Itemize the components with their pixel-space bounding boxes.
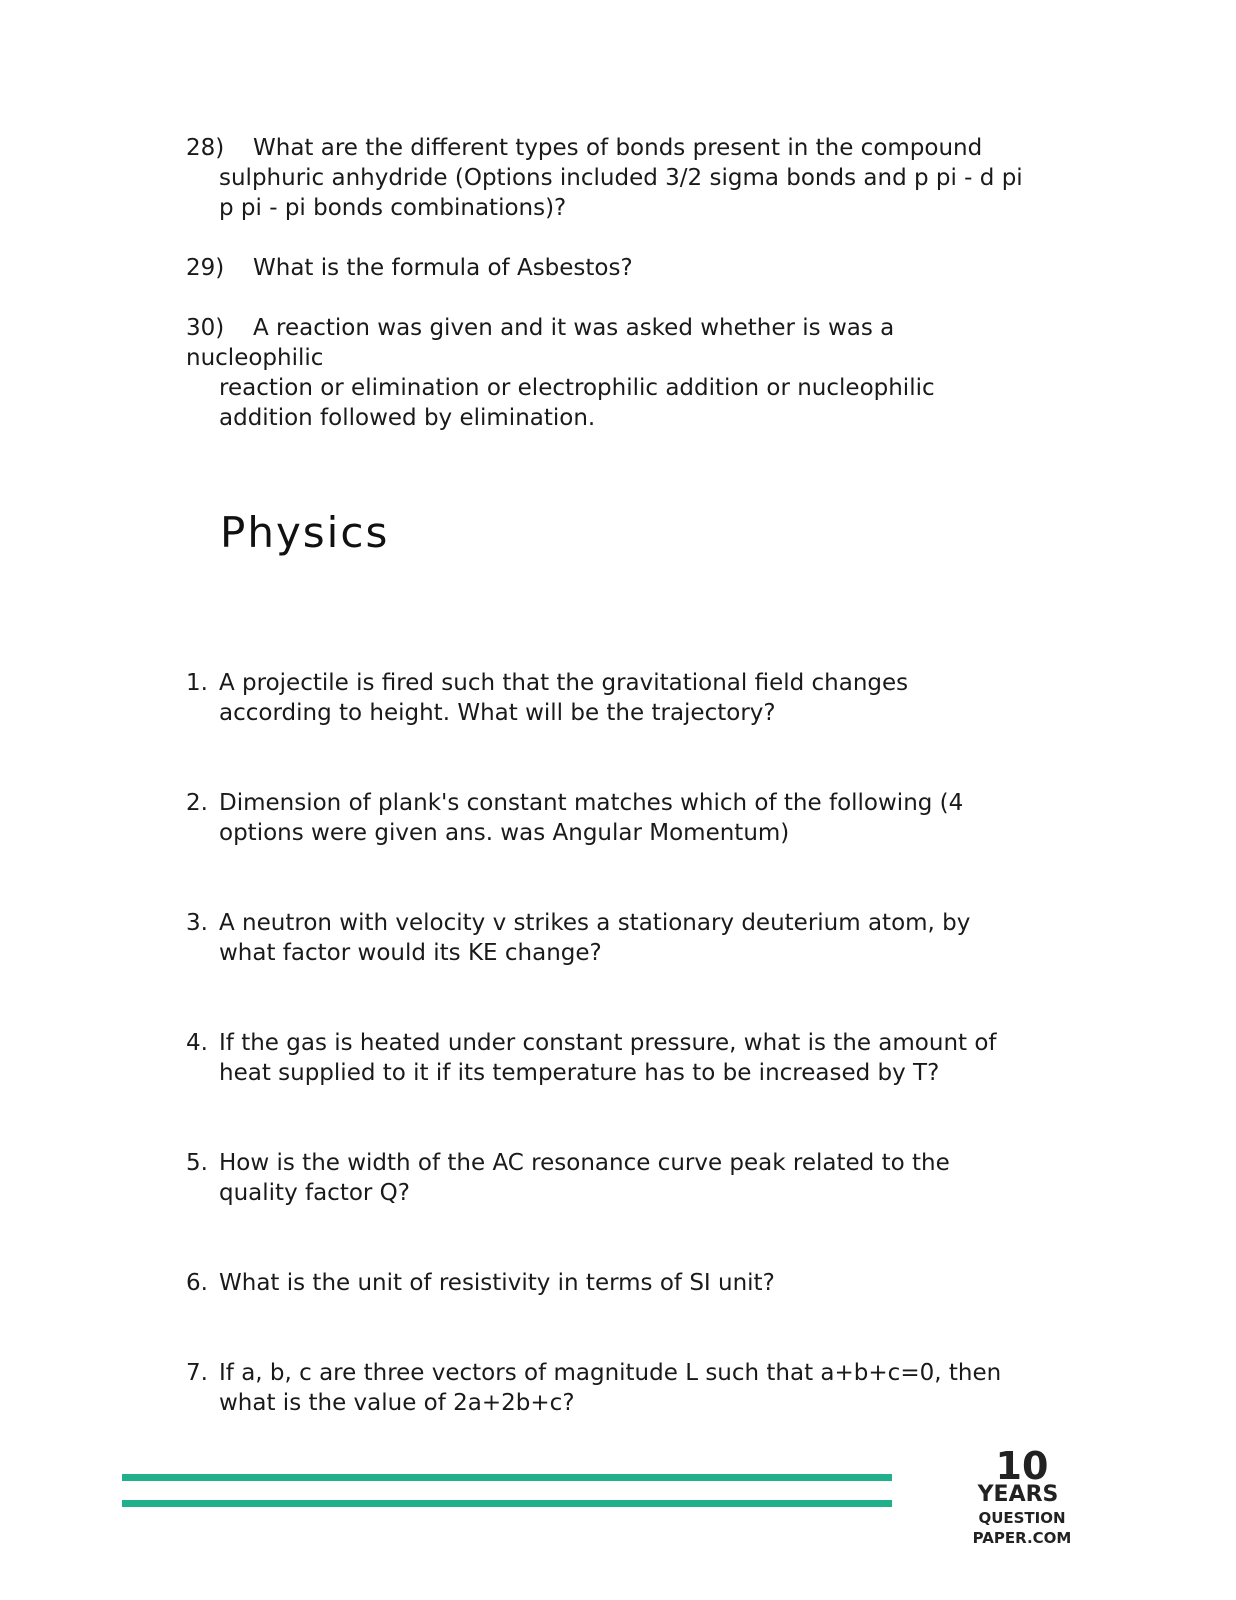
footer-divider-top [122,1474,892,1481]
question-text-rest: sulphuric anhydride (Options included 3/2 sigma bonds and p pi - d pi p pi - pi bonds combinations)? [219,165,1023,221]
question-number: 5. [186,1150,208,1176]
physics-question-3 [186,908,1026,968]
physics-question-2 [186,788,1026,848]
question-number: 4. [186,1030,208,1056]
physics-question-6 [186,1268,1026,1298]
physics-question-4 [186,1028,1026,1088]
question-number: 3. [186,910,208,936]
logo-word: YEARS [977,1482,1059,1507]
question-text: How is the width of the AC resonance curve peak related to the quality factor Q? [219,1150,950,1206]
question-text: If a, b, c are three vectors of magnitude L such that a+b+c=0, then what is the value of 2a+2b+c? [219,1360,1002,1416]
question-28 [186,133,1026,223]
question-text-line1: What is the formula of Asbestos? [253,255,633,281]
footer-divider-bottom [122,1500,892,1507]
question-text: Dimension of plank's constant matches which of the following (4 options were given ans. was Angular Momentum) [219,790,964,846]
question-number: 1. [186,670,208,696]
logo-number: 10 [995,1444,1049,1488]
question-number: 6. [186,1270,208,1296]
site-logo [932,1444,1112,1548]
question-number: 28) [186,135,225,161]
question-text-line1: What are the different types of bonds present in the compound [253,135,983,161]
question-number: 7. [186,1360,208,1386]
question-number: 29) [186,255,225,281]
physics-question-1 [186,668,1026,728]
logo-site: QUESTION PAPER.COM [972,1509,1072,1547]
question-text-line1: A reaction was given and it was asked whether is was a nucleophilic [186,315,895,371]
question-text: A projectile is fired such that the gravitational field changes according to height. What will be the trajectory? [219,670,909,726]
question-text: If the gas is heated under constant pressure, what is the amount of heat supplied to it if its temperature has to be increased by T? [219,1030,997,1086]
question-number: 30) [186,315,225,341]
question-30 [186,313,1026,433]
physics-question-7 [186,1358,1026,1418]
physics-question-5 [186,1148,1026,1208]
question-29 [186,253,1026,283]
section-heading-physics: Physics [220,508,390,557]
question-text: A neutron with velocity v strikes a stationary deuterium atom, by what factor would its KE change? [219,910,971,966]
question-number: 2. [186,790,208,816]
question-text: What is the unit of resistivity in terms of SI unit? [219,1270,775,1296]
question-text-rest: reaction or elimination or electrophilic addition or nucleophilic addition followed by elimination. [219,375,935,431]
